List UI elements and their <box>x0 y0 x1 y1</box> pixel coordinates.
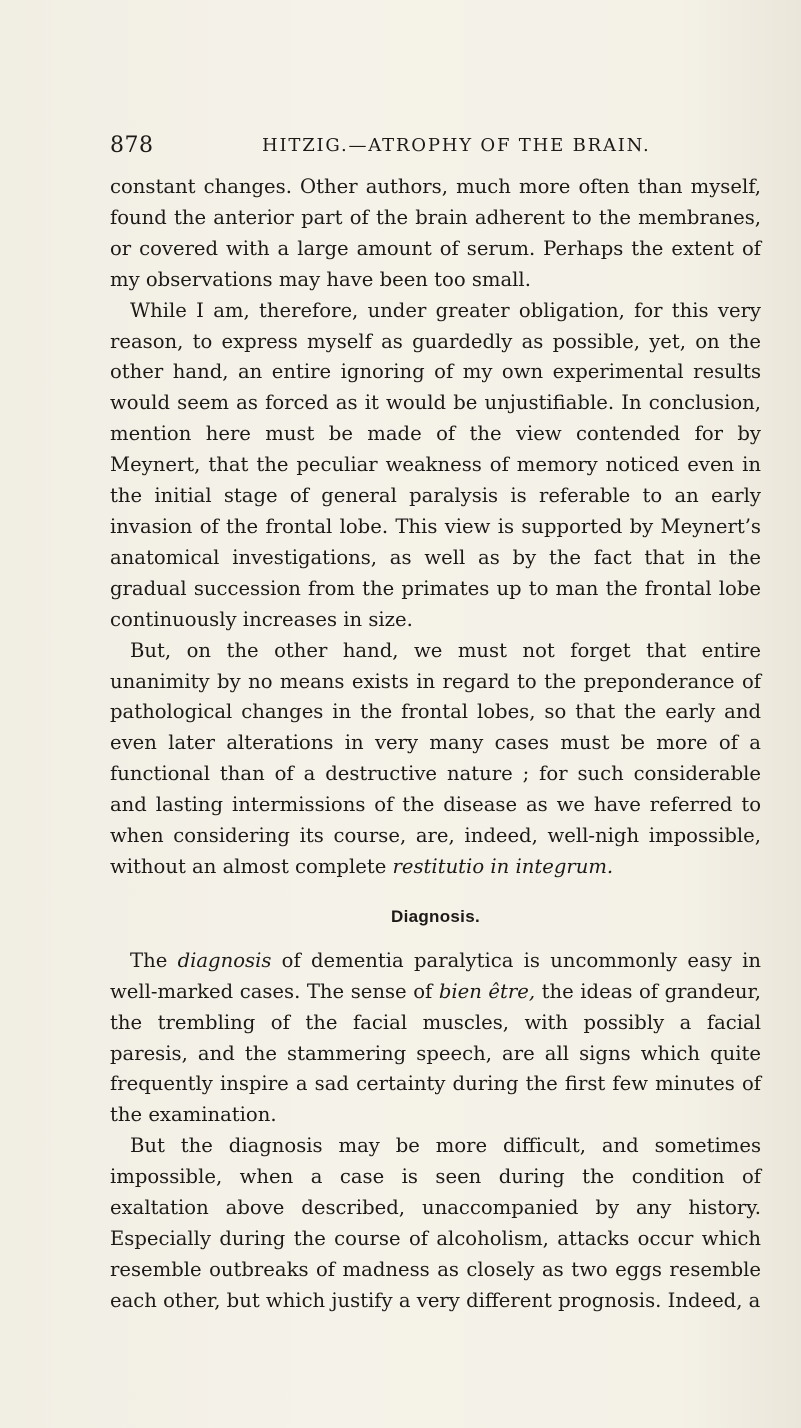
body-text <box>110 172 761 1317</box>
running-head: HITZIG.—ATROPHY OF THE BRAIN. <box>262 135 651 156</box>
section-heading-diagnosis: Diagnosis. <box>391 906 480 926</box>
emphasis-diagnosis: diagnosis <box>177 948 272 972</box>
paragraph-diagnosis <box>110 946 761 1131</box>
page-number: 878 <box>110 133 154 158</box>
paragraph-diagnosis-lead: The <box>130 948 168 972</box>
paragraph-continuation: constant changes. Other authors, much more often than myself, found the anterior part of the brain adherent to the membranes, or covered with a large amount of serum. Perhaps the extent of my observations may have been too small. <box>110 175 761 291</box>
emphasis-bien-etre: bien être, <box>438 979 536 1003</box>
paragraph-difficult-diagnosis: But the diagnosis may be more difficult, and sometimes impossible, when a case is seen during the condition of exaltation above described, unaccompanied by any history. Especially during the course of alcoholism, attacks occur which resemble outbreaks of madness as closely as two eggs resemble each other, but which justify a very different prognosis. Indeed, a <box>110 1134 761 1312</box>
paragraph-diagnosis-middle: of dementia paralytica is uncommonly easy in well-marked cases. The sense of <box>110 948 761 1003</box>
paragraph-unanimity <box>110 636 761 883</box>
paragraph-diagnosis-end: the ideas of grandeur, the trembling of the facial muscles, with possibly a facial paresis, and the stammering speech, are all signs which quite frequently inspire a sad certainty during the first few minutes of the examination. <box>110 979 761 1127</box>
paragraph-unanimity-text: But, on the other hand, we must not forget that entire unanimity by no means exists in regard to the preponderance of pathological changes in the frontal lobes, so that the early and even later alterations in very many cases must be more of a functional than of a destructive nature ; for such considerable and lasting intermissions of the disease as we have referred to when considering its course, are, indeed, well-nigh impossible, without an almost complete <box>110 638 761 878</box>
page-header <box>110 133 750 163</box>
latin-phrase: restitutio in integrum. <box>392 854 614 878</box>
paragraph-meynert: While I am, therefore, under greater obligation, for this very reason, to express myself as guardedly as possible, yet, on the other hand, an entire ignoring of my own experimental results would seem as forced as it would be unjustifiable. In conclusion, mention here must be made of the view contended for by Meynert, that the peculiar weakness of memory noticed even in the initial stage of general paralysis is referable to an early invasion of the frontal lobe. This view is supported by Meynert’s anatomical investigations, as well as by the fact that in the gradual succession from the primates up to man the frontal lobe continuously increases in size. <box>110 298 761 631</box>
